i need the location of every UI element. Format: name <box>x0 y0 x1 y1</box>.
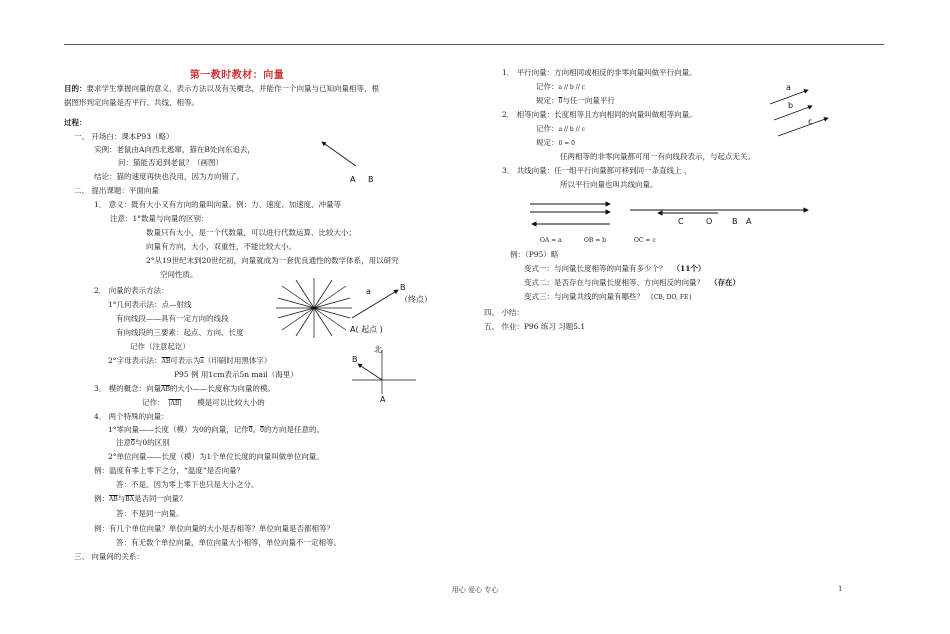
temp-example: 例：温度有零上零下之分，“温度”是否向量？ <box>94 466 245 475</box>
equal-notation: 记作：a // b // c <box>536 124 585 133</box>
unit-answer: 答：有无数个单位向量，单位向量大小相等，单位向量不一定相等。 <box>116 538 341 547</box>
notation-note: 记作（注意起讫） <box>130 342 190 351</box>
parallel-c-label: c <box>808 117 813 126</box>
point-a-label: A <box>350 175 356 184</box>
goal-line-2: 据图形判定向量是否平行、共线、相等。 <box>64 98 199 107</box>
zero-vector: 1°零向量——长度（模）为0的向量，记作0。0的方向是任意的。 <box>108 425 324 434</box>
point-c-label: C <box>678 217 684 226</box>
temp-answer: 答：不是。因为零上零下也只是大小之分。 <box>116 480 259 489</box>
point-b-label-2: B <box>732 217 738 226</box>
page-number: 1 <box>838 585 843 593</box>
equal-rule: 规定：0 = 0 <box>536 138 575 147</box>
example-line: 实例：老鼠由A向西北逃窜，猫在B处向东追去， <box>94 145 255 154</box>
north-label: 北 <box>374 345 382 354</box>
point-o-label: O <box>706 217 713 226</box>
scalar-line: 数量只有大小，是一个代数量，可以进行代数运算、比较大小； <box>146 228 356 237</box>
goal-line: 目的：要求学生掌握向量的意义、表示方法以及有关概念，并能作一个向量与已知向量相等，根 <box>64 84 379 93</box>
modulus-notation: 记作： |AB| 模是可以比较大小的 <box>142 398 265 407</box>
variant-three: 变式三：与向量共线的向量有哪些？ {CB, DO, FE} <box>524 292 693 301</box>
equal-def: 2． 相等向量：长度相等且方向相同的向量叫做相等向量。 <box>502 110 697 119</box>
ab-ba-example: 例：$\overline{AB}$与$\overline{BA}$是否同一向量？ <box>94 494 187 503</box>
three-arrows-figure <box>528 198 618 234</box>
variant-two: 变式二：是否存在与向量长度相等、方向相反的向量？ （存在） <box>524 278 740 287</box>
section-one: 一、 开场白：课本P93（略） <box>74 132 174 141</box>
footer-text: 用心 爱心 专心 <box>451 586 499 594</box>
compass-a-label: A <box>380 395 386 404</box>
note-line: 注意：1°数量与向量的区别： <box>110 214 209 223</box>
parallel-notation: 记作：a // b // c <box>536 82 585 91</box>
history-line: 2°从19世纪末到20世纪初，向量就成为一套优良通性的数学体系，用以研究 <box>146 256 399 265</box>
question-line: 问：猫能否追到老鼠？（画图） <box>118 158 223 167</box>
point-b-label: B <box>368 175 374 184</box>
header-rule <box>64 44 884 45</box>
history-line-2: 空间性质。 <box>160 270 198 279</box>
parallel-def: 1． 平行向量：方向相同或相反的非零向量叫做平行向量。 <box>502 68 697 77</box>
unit-vector: 2°单位向量——长度（模）为1个单位长度的向量叫做单位向量。 <box>108 452 324 461</box>
ray-star-figure <box>276 278 352 338</box>
parallel-rule: 规定：0与任一向量平行 <box>536 96 615 105</box>
colinear-def: 3． 共线向量：任一组平行向量都可移到同一条直线上 ， <box>502 166 692 175</box>
ab-ba-answer: 答：不是同一向量。 <box>116 509 184 518</box>
unit-example: 例：有几个单位向量？单位向量的大小是否相等？单位向量是否都相等？ <box>94 524 334 533</box>
terminal-label: （终点） <box>400 295 432 304</box>
example-p95: 例：（P95）略 <box>510 250 559 259</box>
vector-a-label: a <box>366 287 371 296</box>
variant-one: 变式一：与向量长度相等的向量有多少个？ （11个） <box>524 264 706 273</box>
item-meaning: 1． 意义：既有大小又有方向的量叫向量。例：力、速度、加速度、冲量等 <box>94 200 342 209</box>
directed-segment-figure <box>346 282 436 342</box>
equal-note: 任两相等的非零向量都可用一有向线段表示，与起点无关。 <box>560 152 755 161</box>
modulus-line: 3． 模的概念：向量$\overline{AB}$的大小——长度称为向量的模。 <box>94 384 275 393</box>
special-vectors: 4． 两个特殊的向量： <box>94 412 169 421</box>
parallel-a-label: a <box>786 83 791 92</box>
point-a-label-2: A <box>746 217 752 226</box>
colinear-note: 所以平行向量也叫共线向量。 <box>560 180 658 189</box>
compass-figure <box>348 346 418 406</box>
geom-rep: 1°几何表示法：点—射线 <box>108 300 192 309</box>
process-label: 过程： <box>64 118 87 127</box>
letter-rep: 2°字母表示法：$\overline{AB}$可表示为$\overline{a}$（印刷时用黑体字） <box>108 356 272 365</box>
item-representation: 2． 向量的表示方法： <box>94 286 169 295</box>
parallel-vectors-figure <box>768 82 848 138</box>
start-label: A( 起点 ) <box>350 325 383 334</box>
vector-line: 向量有方向，大小，双重性，不能比较大小。 <box>146 242 296 251</box>
oa-eq: OA = a <box>540 237 562 244</box>
conclusion-line: 结论：猫的速度再快也没用，因为方向错了。 <box>94 172 244 181</box>
terminal-b-label: B <box>400 283 406 292</box>
section-five: 五、 作业：P96 练习 习题5.1 <box>484 322 586 331</box>
ob-eq: OB = b <box>584 237 607 244</box>
three-elements: 有向线段的三要素：起点、方向、长度 <box>116 328 244 337</box>
oc-eq: OC = c <box>634 237 656 244</box>
section-four: 四、 小结： <box>484 308 524 317</box>
parallel-b-label: b <box>788 101 794 110</box>
page-title: 第一教时教材：向量 <box>189 70 285 81</box>
section-two: 二、 提出课题：平面向量 <box>74 186 159 195</box>
p95-example: P95 例 用1cm表示5n mail（海里） <box>174 370 298 379</box>
compass-b-label: B <box>352 355 358 364</box>
chase-figure <box>316 138 386 188</box>
directed-segment: 有向线段——具有一定方向的线段 <box>116 314 229 323</box>
section-three: 三、 向量间的关系： <box>74 552 144 561</box>
colinear-line-figure <box>628 202 818 232</box>
zero-note: 注意0与0的区别 <box>116 438 170 447</box>
